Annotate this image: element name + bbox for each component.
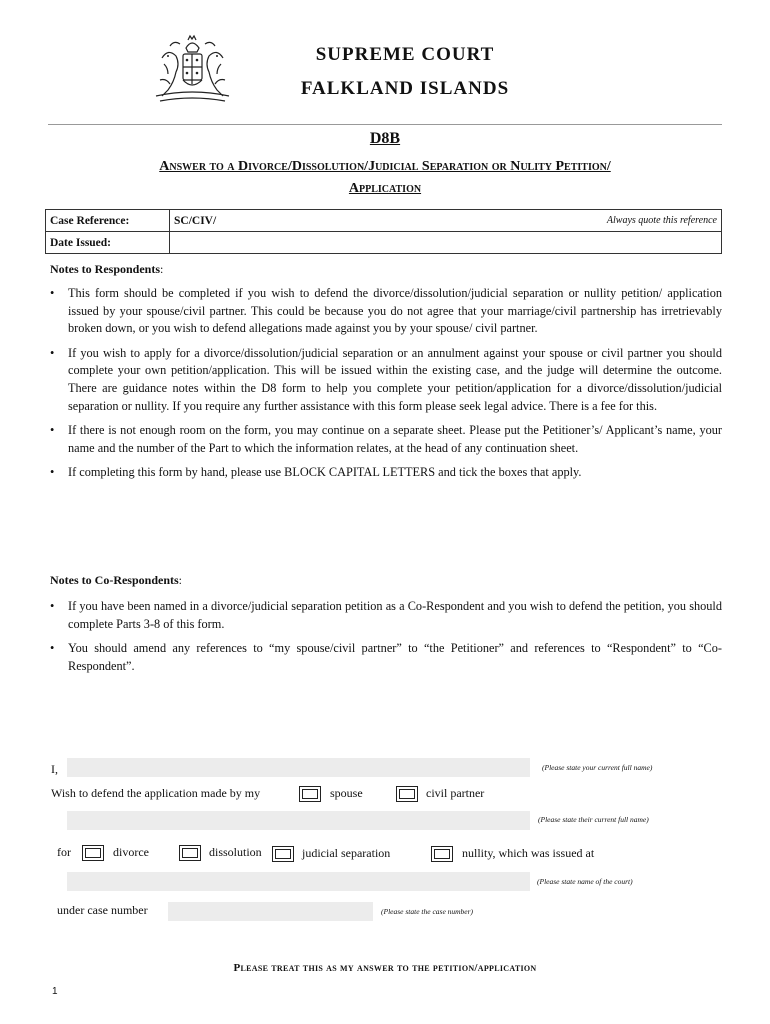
their-name-input[interactable] [67,811,530,830]
spouse-checkbox[interactable] [299,786,321,802]
corespondent-notes-list [48,598,722,682]
date-issued-field[interactable] [170,232,722,254]
list-item: • This form should be completed if you wish to defend the divorce/dissolution/judicial separation or nullity petition/ application issued by your spouse/civil partner. This could be because you do not agree that your marriage/civil partnership has irretrievably broken down, or you wish to defend allegations made against you by your spouse/ civil partner. [48,285,722,338]
list-item: • If there is not enough room on the form, you may continue on a separate sheet. Please put the Petitioner’s/ Applicant’s name, your name and the number of the Part to which the information relates, at the head of any continuation sheet. [48,422,722,457]
judicial-separation-label: judicial separation [302,846,391,860]
nullity-checkbox[interactable] [431,846,453,862]
form-title [60,156,710,200]
date-issued-label: Date Issued: [46,232,170,254]
dissolution-checkbox[interactable] [179,845,201,861]
case-number-label: under case number [57,903,148,917]
their-name-hint: (Please state their current full name) [538,815,649,824]
case-number-hint: (Please state the case number) [381,907,474,916]
civil-partner-label: civil partner [426,786,485,800]
case-reference-label: Case Reference: [46,210,170,232]
list-item: • You should amend any references to “my spouse/civil partner” to “the Petitioner” and references to “Respondent” to “Co-Respondent”. [48,640,722,675]
respondent-notes-list [48,285,722,489]
notes-corespondents-heading-text: Notes to Co-Respondents [50,573,179,587]
date-issued-row [46,232,722,254]
header-divider [48,124,722,125]
court-name-input[interactable] [67,872,530,891]
form-title-line2: Application [348,181,422,196]
civil-partner-checkbox[interactable] [396,786,418,802]
answer-statement: Please treat this as my answer to the petition/application [233,962,537,974]
case-number-input[interactable] [168,902,373,921]
notes-respondents-heading [50,262,163,277]
notes-respondents-colon: : [160,262,164,276]
defend-label: Wish to defend the application made by my [51,786,261,800]
judicial-separation-checkbox[interactable] [272,846,294,862]
court-name-hint: (Please state name of the court) [537,877,633,886]
form-code: D8B [369,130,401,147]
notes-corespondents-colon: : [178,573,183,587]
divorce-label: divorce [113,845,149,859]
full-name-input[interactable] [67,758,530,777]
divorce-checkbox[interactable] [82,845,104,861]
form-title-line1: Answer to a Divorce/Dissolution/Judicial Separation or Nulity Petition/ [159,159,611,174]
spouse-label: spouse [330,786,363,800]
list-item: • If you have been named in a divorce/judicial separation petition as a Co-Respondent and you wish to defend the petition, you should complete Parts 3-8 of this form. [48,598,722,633]
case-reference-row [46,210,722,232]
notes-respondents-heading-text: Notes to Respondents [50,262,161,276]
always-quote-note: Always quote this reference [606,214,717,226]
i-label: I, [51,762,58,776]
coat-of-arms-icon [150,34,235,106]
case-reference-value: SC/CIV/ [174,214,217,227]
reference-table [45,209,722,254]
list-item: • If completing this form by hand, please use BLOCK CAPITAL LETTERS and tick the boxes that apply. [48,464,722,482]
page-number: 1 [52,986,58,997]
notes-corespondents-heading [50,573,182,588]
list-item: • If you wish to apply for a divorce/dissolution/judicial separation or an annulment against your spouse or civil partner you should complete your own petition/application. This will be issued within the existing case, and the judge will determine the outcome. There are guidance notes within the D8 form to help you complete your petition/application for a divorce/dissolution/judicial separation or nullity. If you require any further assistance with this form please seek legal advice. There is a fee for this. [48,345,722,415]
case-reference-field[interactable] [170,210,722,232]
nullity-label: nullity, which was issued at [462,846,595,860]
for-label: for [57,845,71,859]
full-name-hint: (Please state your current full name) [542,763,653,772]
court-name-line1: SUPREME COURT [315,44,495,65]
court-name-line2: FALKLAND ISLANDS [300,78,510,99]
dissolution-label: dissolution [209,845,262,859]
